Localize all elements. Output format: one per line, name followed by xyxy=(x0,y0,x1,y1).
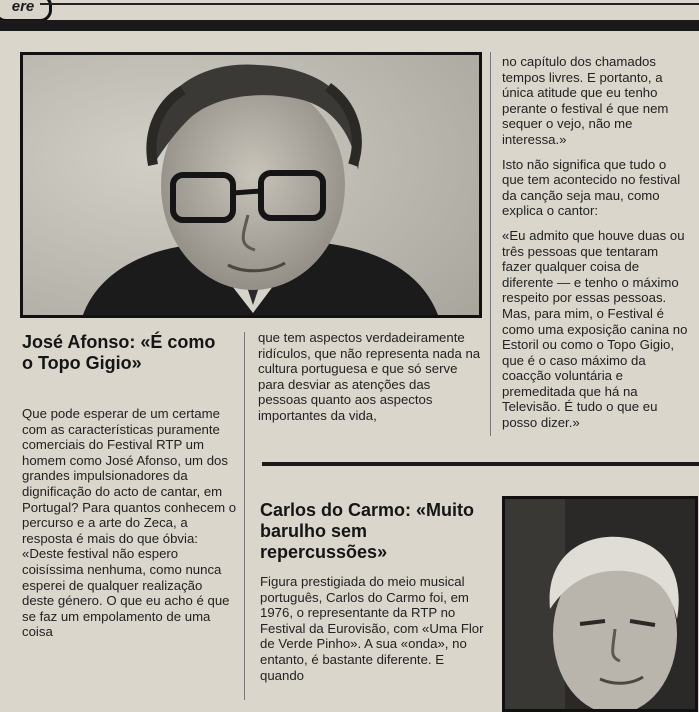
col3-paragraph: Isto não significa que tudo o que tem acontecido no festival da canção seja mau, como explica o cantor: xyxy=(502,156,681,219)
col3-paragraph: no capítulo dos chamados tempos livres. E portanto, a única atitude que eu tenho perante o festival é que nem sequer o vejo, não me interessa.» xyxy=(502,54,669,147)
jose-afonso-col2: que tem aspectos verdadeiramente ridículos, que não representa nada na cultura portuguesa e que só serve para desviar as atenções das pessoas quanto aos aspectos importantes da vida, xyxy=(258,330,481,423)
carlos-do-carmo-body: Figura prestigiada do meio musical português, Carlos do Carmo foi, em 1976, o representante da RTP no Festival da Eurovisão, com «Uma Flor de Verde Pinho». A sua «onda», no entanto, é bastante diferente. E quando xyxy=(260,574,484,683)
portrait-illustration xyxy=(23,55,479,315)
section-separator xyxy=(262,462,699,466)
portrait-illustration-2 xyxy=(505,499,695,709)
carlos-do-carmo-photo xyxy=(502,496,698,712)
jose-afonso-photo xyxy=(20,52,482,318)
jose-afonso-col1: Que pode esperar de um certame com as características puramente comerciais do Festival RTP um homem como José Afonso, um dos grandes impulsionadores da dignificação do acto de cantar, em Portugal? Para quantos conhecem o percurso e a arte do Zeca, a resposta é mais do que óbvia: «Deste festival não espero coisíssima nenhuma, como nunca esperei de qualquer realização deste género. O que eu acho é que se faz um empolamento de uma coisa xyxy=(22,406,237,640)
jose-afonso-headline: José Afonso: «É como o Topo Gigio» xyxy=(22,332,216,373)
top-rule xyxy=(40,3,699,5)
column-divider-2 xyxy=(490,52,491,436)
column-divider xyxy=(244,332,245,700)
jose-afonso-col3 xyxy=(502,54,688,431)
carlos-do-carmo-headline: Carlos do Carmo: «Muito barulho sem repercussões» xyxy=(260,500,475,562)
col3-paragraph: «Eu admito que houve duas ou três pessoas que tentaram fazer qualquer coisa de diferente — e tenho o máximo respeito por essas pessoas. Mas, para mim, o Festival é como uma exposição canina no Estoril ou como o Topo Gigio, que é o caso máximo da coacção voluntária e premeditada que há na Televisão. É tudo o que eu posso dizer.» xyxy=(502,227,688,431)
header-bar xyxy=(0,20,699,31)
section-tag: ere xyxy=(0,0,52,22)
